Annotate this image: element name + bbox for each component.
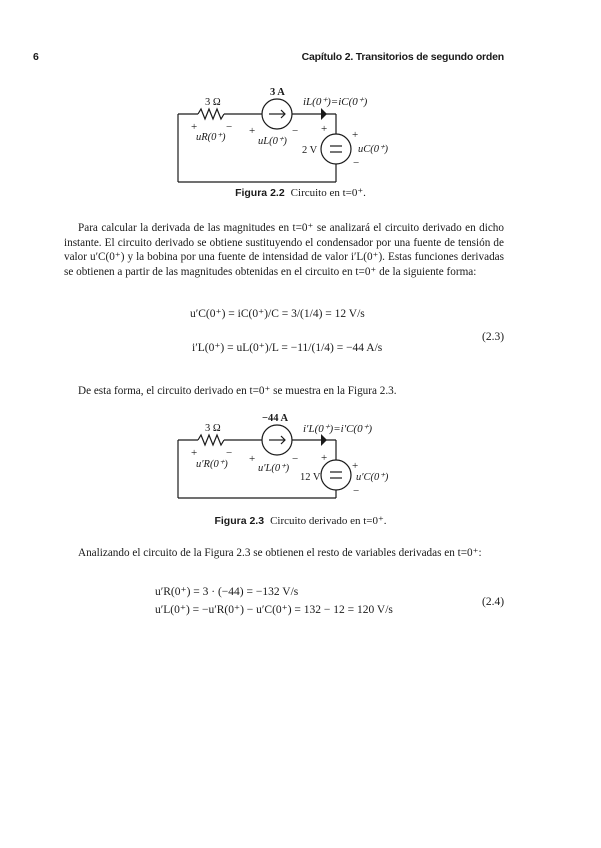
plus-sign: + [249,125,256,137]
equation-2-3 [150,304,440,374]
paragraph-text: Para calcular la derivada de las magnitudes en t=0⁺ se analizará el circuito derivado en dicho instante. El circuito derivado se obtiene sustituyendo el condensador por una fuente de tensión de valor u′C(0⁺) y la bobina por una fuente de intensidad de valor i′L(0⁺). Estas funciones derivadas se obtienen a partir de las magnitudes obtenidas en el circuito en t=0⁺ de la siguiente forma: [64,222,504,278]
minus-sign: − [226,121,233,133]
inductor-voltage-label: uL(0⁺) [258,136,287,147]
plus-sign: + [352,460,359,472]
running-header: Capítulo 2. Transitorios de segundo orden [301,51,504,63]
plus-sign: + [352,129,359,141]
plus-sign: + [191,447,198,459]
circuit-figure-2-3 [0,408,601,518]
plus-sign: + [191,121,198,133]
figure-2-3-caption [0,514,601,527]
caption-text: Circuito derivado en t=0⁺. [270,515,387,527]
resistor-voltage-label: u′R(0⁺) [196,459,228,470]
paragraph [64,384,504,399]
plus-sign: + [321,123,328,135]
paragraph-text: Analizando el circuito de la Figura 2.3 se obtienen el resto de variables derivadas en t=0⁺: [78,547,482,559]
minus-sign: − [226,447,233,459]
page-number: 6 [33,51,39,63]
voltage-source-label: 12 V [300,472,321,483]
capacitor-voltage-label: u′C(0⁺) [356,472,389,483]
figure-2-2-caption [0,186,601,199]
caption-text: Circuito en t=0⁺. [290,187,366,199]
paragraph [64,221,504,279]
resistor-label: 3 Ω [205,423,221,434]
plus-sign: + [321,452,328,464]
resistor-label: 3 Ω [205,97,221,108]
paragraph [64,546,504,561]
equation-2-4 [155,584,455,620]
capacitor-voltage-label: uC(0⁺) [358,144,389,155]
equation-number: (2.4) [482,596,505,608]
current-source-label: −44 A [262,413,289,424]
equation-line: u′L(0⁺) = −u′R(0⁺) − u′C(0⁺) = 132 − 12 = 120 V/s [155,604,393,616]
plus-sign: + [249,453,256,465]
paragraph-text: De esta forma, el circuito derivado en t=0⁺ se muestra en la Figura 2.3. [78,385,397,397]
minus-sign: − [353,157,360,169]
inductor-current-label: i′L(0⁺)=i′C(0⁺) [303,423,373,435]
equation-number: (2.3) [482,331,505,343]
circuit-figure-2-2 [0,82,601,192]
equation-line: i′L(0⁺) = uL(0⁺)/L = −11/(1/4) = −44 A/s [192,342,383,354]
resistor-voltage-label: uR(0⁺) [196,132,226,143]
inductor-voltage-label: u′L(0⁺) [258,463,290,474]
voltage-source-label: 2 V [302,145,318,156]
minus-sign: − [292,453,299,465]
figure-label: Figura 2.3 [214,515,265,527]
equation-line: u′C(0⁺) = iC(0⁺)/C = 3/(1/4) = 12 V/s [190,308,365,320]
equation-line: u′R(0⁺) = 3 · (−44) = −132 V/s [155,586,299,598]
inductor-current-label: iL(0⁺)=iC(0⁺) [303,96,368,108]
figure-label: Figura 2.2 [235,187,285,199]
current-source-label: 3 A [270,87,285,98]
minus-sign: − [353,485,360,497]
minus-sign: − [292,125,299,137]
